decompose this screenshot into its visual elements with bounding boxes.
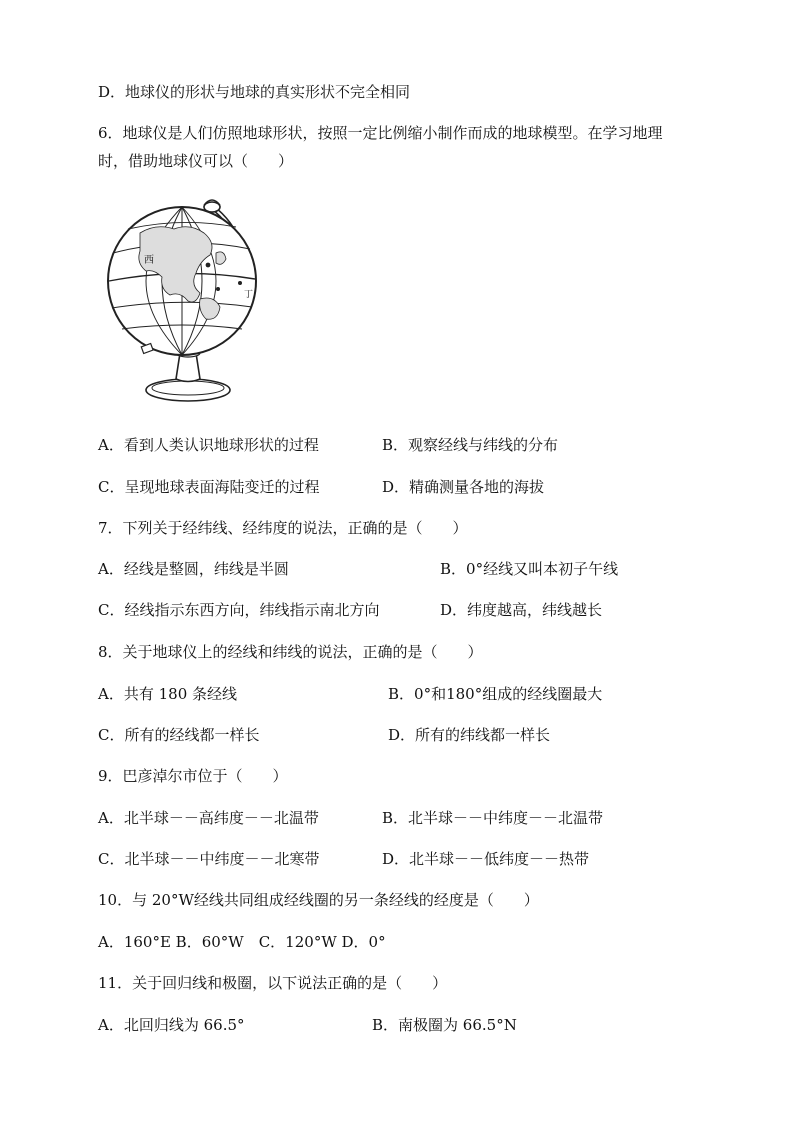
q5-option-d: D．地球仪的形状与地球的真实形状不完全相同 bbox=[98, 83, 411, 101]
q7-option-c: C．经线指示东西方向，纬线指示南北方向 bbox=[98, 601, 380, 619]
q8-option-a: A．共有 180 条经线 bbox=[98, 685, 237, 703]
q6-option-d: D．精确测量各地的海拔 bbox=[382, 478, 545, 496]
q6-option-b: B．观察经线与纬线的分布 bbox=[382, 436, 559, 454]
q8-option-d: D．所有的纬线都一样长 bbox=[388, 726, 551, 744]
q6-stem-line1: 6．地球仪是人们仿照地球形状，按照一定比例缩小制作而成的地球模型。在学习地理 bbox=[98, 124, 663, 142]
q7-option-b: B．0°经线又叫本初子午线 bbox=[440, 560, 619, 578]
q6-option-a: A．看到人类认识地球形状的过程 bbox=[98, 436, 319, 454]
q10-options: A．160°E B．60°W C．120°W D．0° bbox=[98, 933, 386, 951]
q9-option-b: B．北半球－－中纬度－－北温带 bbox=[382, 809, 604, 827]
q8-stem: 8．关于地球仪上的经线和纬线的说法，正确的是（ ） bbox=[98, 643, 483, 661]
globe-label-ding: 丁 bbox=[244, 290, 254, 300]
q9-option-a: A．北半球－－高纬度－－北温带 bbox=[98, 809, 319, 827]
q8-option-b: B．0°和180°组成的经线圈最大 bbox=[388, 685, 603, 703]
q11-stem: 11．关于回归线和极圈，以下说法正确的是（ ） bbox=[98, 974, 448, 992]
globe-illustration bbox=[100, 193, 275, 408]
q6-option-c: C．呈现地球表面海陆变迁的过程 bbox=[98, 478, 320, 496]
q9-stem: 9．巴彦淖尔市位于（ ） bbox=[98, 767, 288, 785]
q10-stem: 10．与 20°W经线共同组成经线圈的另一条经线的经度是（ ） bbox=[98, 891, 539, 909]
q7-stem: 7．下列关于经纬线、经纬度的说法，正确的是（ ） bbox=[98, 519, 468, 537]
q8-option-c: C．所有的经线都一样长 bbox=[98, 726, 260, 744]
q7-option-a: A．经线是整圆，纬线是半圆 bbox=[98, 560, 289, 578]
q6-stem-line2: 时，借助地球仪可以（ ） bbox=[98, 152, 294, 170]
q9-option-c: C．北半球－－中纬度－－北寒带 bbox=[98, 850, 320, 868]
q11-option-a: A．北回归线为 66.5° bbox=[98, 1016, 245, 1034]
q9-option-d: D．北半球－－低纬度－－热带 bbox=[382, 850, 590, 868]
globe-label-xi: 西 bbox=[144, 255, 154, 266]
q11-option-b: B．南极圈为 66.5°N bbox=[372, 1016, 517, 1034]
q7-option-d: D．纬度越高，纬线越长 bbox=[440, 601, 603, 619]
